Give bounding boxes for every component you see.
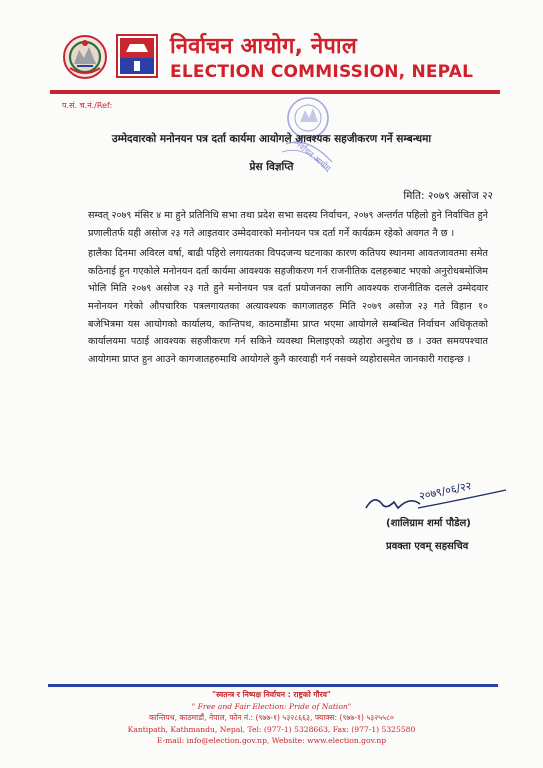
signer-title: प्रवक्ता एवम् सहसचिव [386, 541, 469, 552]
footer-slogan-nepali: "स्वतन्त्र र निष्पक्ष निर्वाचन : राष्ट्रको गौरव" [212, 690, 331, 699]
org-name-nepali: निर्वाचन आयोग, नेपाल [170, 34, 357, 59]
ecn-ballot-logo-icon [116, 34, 158, 78]
footer-slogan-english: " Free and Fair Election: Pride of Nation" [191, 701, 352, 711]
footer-contact: E-mail: info@election.gov.np, Website: www.election.gov.np [156, 736, 387, 745]
letterhead [52, 28, 497, 90]
signer-name: (शालिग्राम शर्मा पौडेल) [386, 518, 471, 529]
letter-body [88, 207, 488, 368]
letter-footer [0, 689, 543, 747]
letter-subject: उम्मेदवारको मनोनयन पत्र दर्ता कार्यमा आयोगले आवश्यक सहजीकरण गर्ने सम्बन्धमा [111, 133, 432, 145]
footer-divider [48, 684, 498, 687]
body-paragraph-2: हालैका दिनमा अविरल वर्षा, बाढी पहिरो लगायतका विपदजन्य घटनाका कारण कतिपय स्थानमा आवतजावतमा समेत कठिनाई हुन गएकोले मनोनयन दर्ता कार्यमा आवश्यक सहजीकरण गर्न राजनीतिक दलहरुबाट भएको अनुरोधबमोजिम भोलि मिति २०७९ असोज २३ गते हुने मनोनयन पत्र दर्ता प्रयोजनका लागि आवश्यक राजनीतिक दलले उम्मेदवार मनोनयन गरेको औपचारिक पत्रलगायतका अत्यावश्यक कागजातहरु मिति २०७९ असोज २३ गते विहान १० बजेभित्रमा यस आयोगको कार्यालय, कान्तिपथ, काठमाडौंमा प्राप्त भएमा आयोगले सम्बन्धित निर्वाचन अधिकृतको कार्यालयमा पठाई आवश्यक सहजीकरण गर्न सकिने व्यवस्था मिलाइएको व्यहोरा अनुरोध छ । उक्त समयपश्चात आयोगमा प्राप्त हुन आउने कागजातहरुमाथि आयोगले कुनै कारवाही गर्न नसक्ने व्यहोरासमेत जानकारी गराइन्छ । [88, 248, 488, 365]
footer-address-english: Kantipath, Kathmandu, Nepal, Tel: (977-1) 5328663, Fax: (977-1) 5325580 [127, 724, 416, 734]
handwritten-date: २०७९/०६/२२ [417, 479, 473, 503]
press-release-heading: प्रेस विज्ञप्ति [249, 161, 294, 173]
nepal-emblem-icon [62, 34, 108, 80]
reference-label: प.सं. च.नं./Ref: [62, 101, 113, 110]
footer-address-nepali: कान्तिपथ, काठमाडौं, नेपाल, फोन नं.: (९७७-१) ५३२८६६३, फ्याक्स: (९७७-१) ५३२५५८० [148, 713, 395, 722]
org-name-english: ELECTION COMMISSION, NEPAL [170, 62, 474, 82]
letter-date: मिति: २०७९ असोज २२ [403, 190, 493, 202]
body-paragraph-1: सम्वत् २०७९ मंसिर ४ मा हुने प्रतिनिधि सभा तथा प्रदेश सभा सदस्य निर्वाचन, २०७९ अन्तर्गत पहिलो हुने निर्वाचित हुने प्रणालीतर्फ यही असोज २३ गते आइतवार उम्मेदवारको मनोनयन पत्र दर्ता गर्ने कार्यक्रम रहेको अवगत नै छ । [88, 210, 488, 239]
stamp-text: निर्वाचन आयोग [292, 137, 333, 174]
